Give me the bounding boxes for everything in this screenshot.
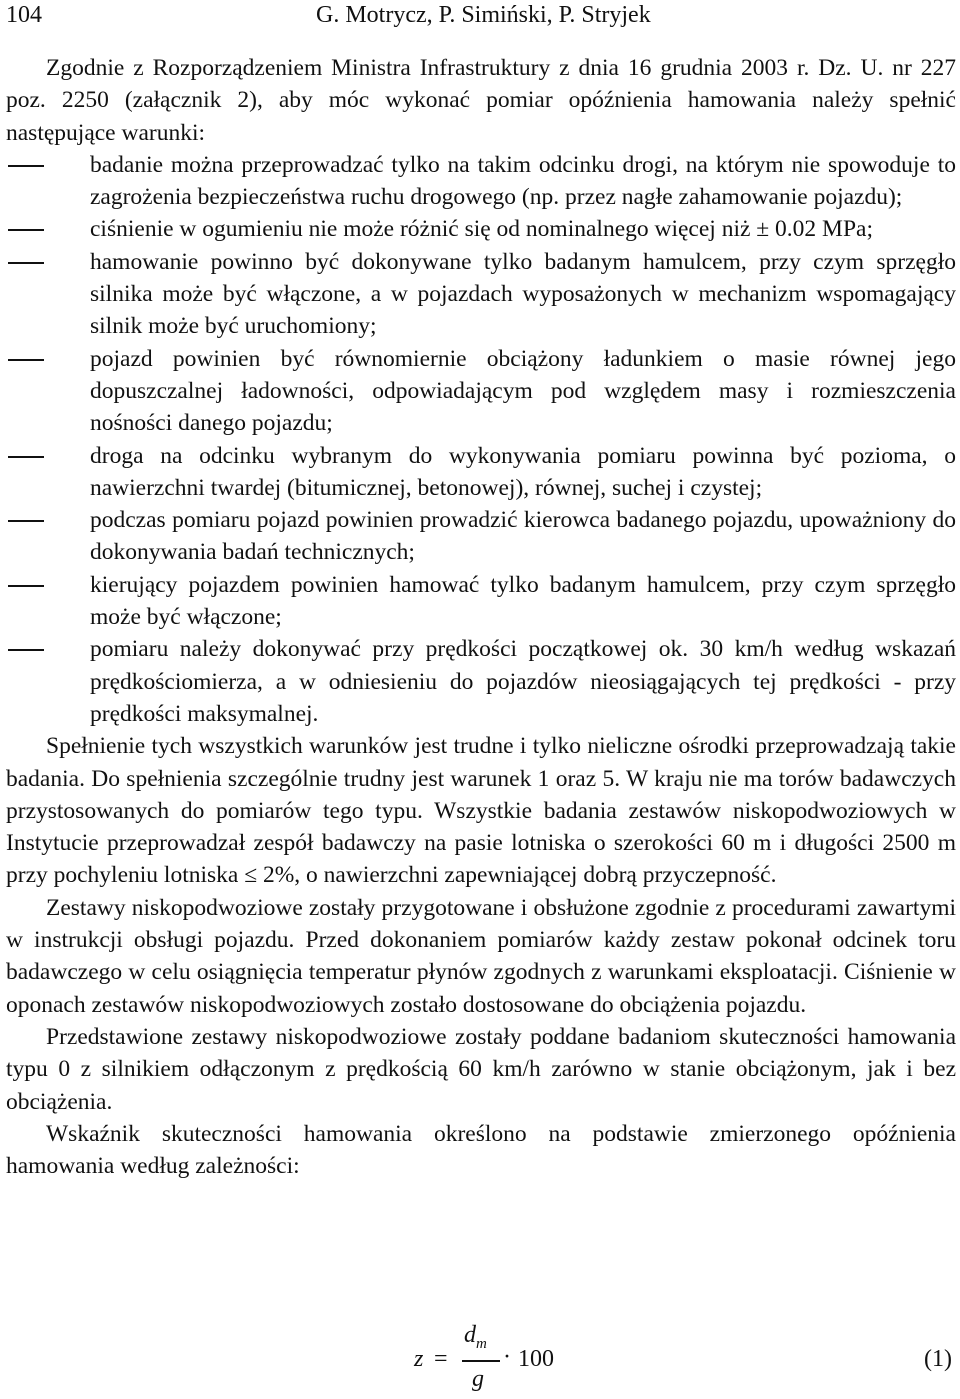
conditions-list	[6, 149, 956, 730]
paragraph: Przedstawione zestawy niskopodwoziowe zostały poddane badaniom skuteczności hamowania typu 0 z silnikiem odłączonym z prędkością 60 km/h zarówno w stanie obciążonym, jak i bez obciążenia.	[6, 1023, 956, 1115]
list-item	[6, 504, 956, 569]
body-text	[6, 52, 956, 1182]
paragraph: Wskaźnik skuteczności hamowania określono na podstawie zmierzonego opóźnienia hamowania według zależności:	[6, 1120, 956, 1180]
list-item	[6, 343, 956, 440]
formula-lhs: z	[414, 1346, 424, 1372]
numerator-subscript: m	[476, 1335, 487, 1352]
list-item	[6, 213, 956, 245]
list-item-text: badanie można przeprowadzać tylko na takim odcinku drogi, na którym nie spowoduje to zagrożenia bezpieczeństwa ruchu drogowego (np. przez nagłe zahamowanie pojazdu);	[90, 151, 956, 211]
list-item-text: ciśnienie w ogumieniu nie może różnić się od nominalnego więcej niż ± 0.02 MPa;	[90, 216, 873, 243]
page-number: 104	[6, 2, 42, 28]
paragraph: Zestawy niskopodwoziowe zostały przygotowane i obsłużone zgodnie z procedurami zawartymi w instrukcji obsługi pojazdu. Przed dokonaniem pomiarów każdy zestaw pokonał odcinek toru badawczego w celu osiągnięcia temperatur płynów zgodnych z warunkami eksploatacji. Ciśnienie w oponach zestawów niskopodwoziowych zostało dostosowane do obciążenia pojazdu.	[6, 894, 956, 1018]
list-item	[6, 149, 956, 214]
intro-paragraph: Zgodnie z Rozporządzeniem Ministra Infrastruktury z dnia 16 grudnia 2003 r. Dz. U. nr 227 poz. 2250 (załącznik 2), aby móc wykonać pomiar opóźnienia hamowania należy spełnić następujące warunki:	[6, 55, 956, 146]
formula-numerator	[464, 1322, 487, 1353]
list-item	[6, 246, 956, 343]
list-item	[6, 633, 956, 730]
equation-1	[6, 1322, 956, 1399]
paragraph: Spełnienie tych wszystkich warunków jest trudne i tylko nieliczne ośrodki przeprowadzają takie badania. Do spełnienia szczególnie trudny jest warunek 1 oraz 5. W kraju nie ma torów badawczych przystosowanych do pomiarów tego typu. Wszystkie badania zestawów niskopodwoziowych w Instytucie przeprowadzał zespół badawczy na pasie lotniska o szerokości 60 m i długości 2500 m przy pochyleniu lotniska ≤ 2%, o nawierzchni zapewniającej dobrą przyczepność.	[6, 733, 956, 889]
fraction-bar	[462, 1360, 500, 1362]
list-item-text: pomiaru należy dokonywać przy prędkości początkowej ok. 30 km/h według wskazań prędkościomierza, a w odniesieniu do pojazdów nieosiągających tej prędkości - przy prędkości maksymalnej.	[90, 636, 956, 727]
equation-number: (1)	[924, 1346, 952, 1372]
list-item-text: hamowanie powinno być dokonywane tylko badanym hamulcem, przy czym sprzęgło silnika może być włączone, a w pojazdach wyposażonych w mechanizm wspomagający silnik może być uruchomiony;	[90, 248, 956, 340]
formula-operator: ·	[503, 1344, 511, 1370]
list-item-text: pojazd powinien być równomiernie obciążony ładunkiem o masie równej jego dopuszczalnej ładowności, odpowiadającym pod względem masy i rozmieszczenia nośności danego pojazdu;	[90, 345, 956, 437]
page-header	[6, 0, 956, 30]
list-item-text: podczas pomiaru pojazd powinien prowadzić kierowca badanego pojazdu, upoważniony do dokonywania badań technicznych;	[90, 507, 956, 566]
formula-denominator: g	[472, 1366, 484, 1392]
formula-equals: =	[434, 1346, 448, 1372]
list-item	[6, 569, 956, 634]
list-item-text: kierujący pojazdem powinien hamować tylko badanym hamulcem, przy czym sprzęgło może być włączone;	[90, 571, 956, 631]
running-head-authors: G. Motrycz, P. Simiński, P. Stryjek	[316, 2, 651, 28]
list-item-text: droga na odcinku wybranym do wykonywania pomiaru powinna być pozioma, o nawierzchni twardej (bitumicznej, betonowej), równej, suchej i czystej;	[90, 442, 956, 501]
list-item	[6, 440, 956, 505]
numerator-symbol: d	[464, 1322, 476, 1348]
formula-factor: 100	[518, 1346, 554, 1372]
